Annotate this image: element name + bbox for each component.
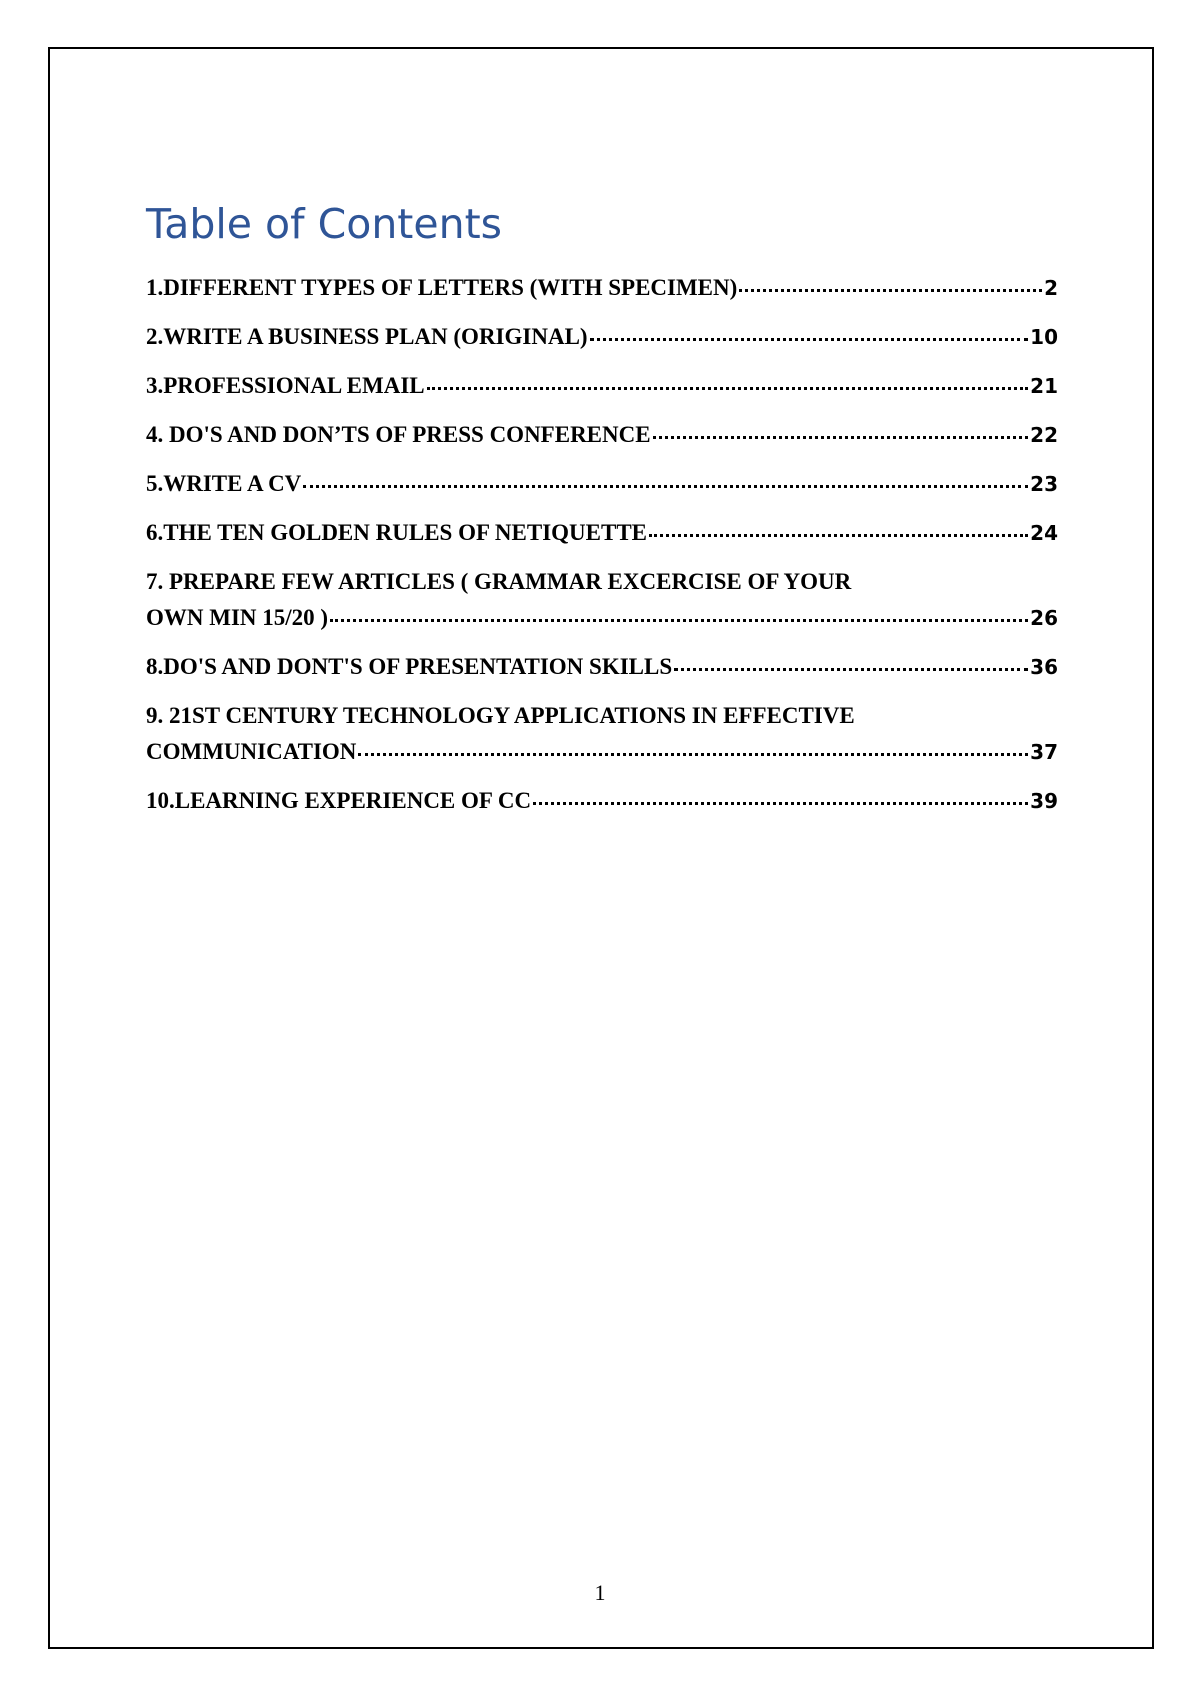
dot-leader (330, 619, 1028, 622)
toc-entry-line (146, 466, 1058, 502)
toc-entry-2[interactable] (146, 319, 1058, 355)
toc-entry-line (146, 698, 1058, 734)
toc-entry-text: 5.WRITE A CV (146, 471, 302, 496)
toc-entry-8[interactable] (146, 649, 1058, 685)
dot-leader (427, 387, 1029, 390)
toc-entry-text: 3.PROFESSIONAL EMAIL (146, 373, 425, 398)
toc-entry-line (146, 417, 1058, 453)
toc-entry-line (146, 319, 1058, 355)
toc-entry-text: COMMUNICATION (146, 739, 357, 764)
toc-entry-line (146, 368, 1058, 404)
toc-entry-line (146, 734, 1058, 770)
toc-entry-page: 39 (1030, 789, 1058, 813)
toc-entry-line (146, 600, 1058, 636)
toc-entry-text: 7. PREPARE FEW ARTICLES ( GRAMMAR EXCERCISE OF YOUR (146, 569, 852, 594)
dot-leader (674, 668, 1028, 671)
toc-entry-4[interactable] (146, 417, 1058, 453)
toc-entry-text: 1.DIFFERENT TYPES OF LETTERS (WITH SPECIMEN) (146, 275, 738, 300)
page-number: 1 (594, 1580, 606, 1605)
dot-leader (739, 289, 1042, 292)
toc-entry-line (146, 270, 1058, 306)
toc-entry-6[interactable] (146, 515, 1058, 551)
dot-leader (653, 436, 1029, 439)
toc-entry-page: 37 (1030, 740, 1058, 764)
toc-entry-page: 21 (1030, 374, 1058, 398)
dot-leader (533, 802, 1028, 805)
toc-entry-line (146, 649, 1058, 685)
toc-entry-text: 6.THE TEN GOLDEN RULES OF NETIQUETTE (146, 520, 648, 545)
toc-entry-text: 10.LEARNING EXPERIENCE OF CC (146, 788, 532, 813)
toc-entry-line (146, 783, 1058, 819)
toc-entry-page: 26 (1030, 606, 1058, 630)
toc-list (146, 270, 1058, 832)
dot-leader (358, 753, 1028, 756)
toc-entry-page: 23 (1030, 472, 1058, 496)
toc-entry-3[interactable] (146, 368, 1058, 404)
toc-entry-page: 22 (1030, 423, 1058, 447)
toc-entry-9[interactable] (146, 698, 1058, 770)
toc-heading: Table of Contents (146, 200, 503, 248)
toc-entry-line (146, 515, 1058, 551)
toc-entry-5[interactable] (146, 466, 1058, 502)
toc-entry-7[interactable] (146, 564, 1058, 636)
toc-entry-text: 9. 21ST CENTURY TECHNOLOGY APPLICATIONS IN EFFECTIVE (146, 703, 855, 728)
toc-entry-1[interactable] (146, 270, 1058, 306)
toc-entry-text: 4. DO'S AND DON’TS OF PRESS CONFERENCE (146, 422, 651, 447)
dot-leader (649, 534, 1028, 537)
toc-entry-text: 8.DO'S AND DONT'S OF PRESENTATION SKILLS (146, 654, 673, 679)
toc-entry-text: OWN MIN 15/20 ) (146, 605, 329, 630)
toc-entry-page: 36 (1030, 655, 1058, 679)
dot-leader (303, 485, 1028, 488)
toc-entry-text: 2.WRITE A BUSINESS PLAN (ORIGINAL) (146, 324, 588, 349)
toc-entry-page: 24 (1030, 521, 1058, 545)
toc-entry-10[interactable] (146, 783, 1058, 819)
toc-entry-line (146, 564, 1058, 600)
toc-entry-page: 10 (1030, 325, 1058, 349)
toc-entry-page: 2 (1044, 276, 1058, 300)
dot-leader (590, 338, 1029, 341)
